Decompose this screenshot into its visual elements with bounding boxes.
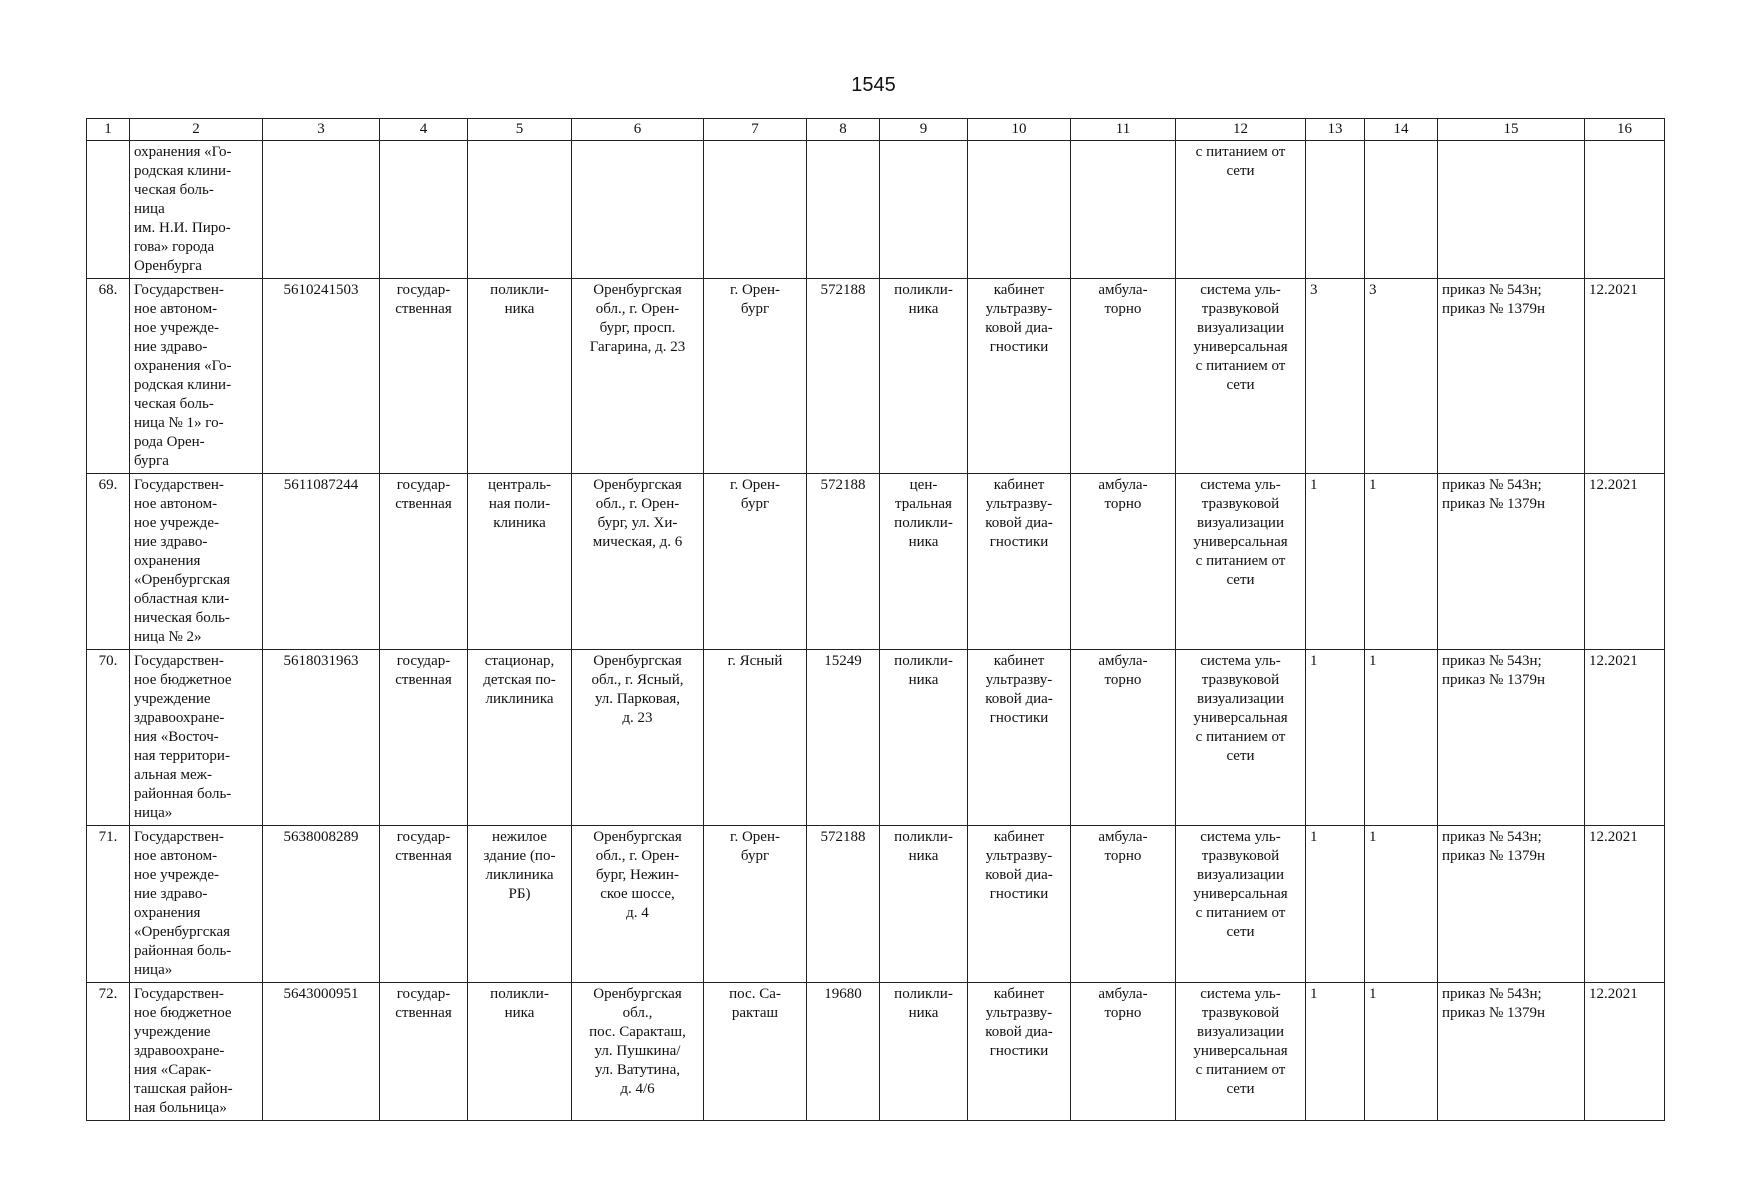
- address-cell: Оренбургская обл., г. Ясный, ул. Парковая, д. 23: [572, 650, 704, 826]
- ownership-cell: государ- ственная: [380, 826, 468, 983]
- quantity-cell: [1306, 141, 1365, 279]
- table-row: [87, 650, 1665, 826]
- mode-cell: амбула- торно: [1071, 474, 1176, 650]
- ownership-cell: государ- ственная: [380, 650, 468, 826]
- ownership-cell: государ- ственная: [380, 474, 468, 650]
- equipment-cell: система уль- тразвуковой визуализации универсальная с питанием от сети: [1176, 650, 1306, 826]
- room-cell: кабинет ультразву- ковой диа- гностики: [968, 474, 1071, 650]
- mode-cell: амбула- торно: [1071, 826, 1176, 983]
- address-cell: [572, 141, 704, 279]
- locality-cell: г. Ясный: [704, 650, 807, 826]
- unit-cell: цен- тральная поликли- ника: [880, 474, 968, 650]
- ownership-cell: [380, 141, 468, 279]
- address-cell: Оренбургская обл., пос. Саракташ, ул. Пушкина/ ул. Ватутина, д. 4/6: [572, 983, 704, 1121]
- column-header: 8: [807, 119, 880, 141]
- table-row: [87, 141, 1665, 279]
- table-row: [87, 279, 1665, 474]
- facility-type-cell: стационар, детская по- ликлиника: [468, 650, 572, 826]
- facility-type-cell: нежилое здание (по- ликлиника РБ): [468, 826, 572, 983]
- room-cell: кабинет ультразву- ковой диа- гностики: [968, 983, 1071, 1121]
- quantity-cell: 1: [1365, 826, 1438, 983]
- row-number: [87, 141, 130, 279]
- column-header: 10: [968, 119, 1071, 141]
- quantity-cell: 1: [1306, 826, 1365, 983]
- quantity-cell: 1: [1365, 474, 1438, 650]
- column-header: 9: [880, 119, 968, 141]
- facility-type-cell: [468, 141, 572, 279]
- date-cell: 12.2021: [1585, 474, 1665, 650]
- column-header: 11: [1071, 119, 1176, 141]
- room-cell: [968, 141, 1071, 279]
- orders-cell: приказ № 543н; приказ № 1379н: [1438, 983, 1585, 1121]
- date-cell: 12.2021: [1585, 983, 1665, 1121]
- institution-name: Государствен- ное бюджетное учреждение здравоохране- ния «Сарак- ташская район- ная больница»: [130, 983, 263, 1121]
- quantity-cell: 1: [1306, 983, 1365, 1121]
- facility-type-cell: поликли- ника: [468, 279, 572, 474]
- population-cell: 15249: [807, 650, 880, 826]
- column-header: 3: [263, 119, 380, 141]
- population-cell: 572188: [807, 826, 880, 983]
- row-number: 70.: [87, 650, 130, 826]
- table-row: [87, 474, 1665, 650]
- unit-cell: поликли- ника: [880, 279, 968, 474]
- locality-cell: пос. Са- ракташ: [704, 983, 807, 1121]
- population-cell: 572188: [807, 279, 880, 474]
- quantity-cell: [1365, 141, 1438, 279]
- orders-cell: приказ № 543н; приказ № 1379н: [1438, 826, 1585, 983]
- ownership-cell: государ- ственная: [380, 279, 468, 474]
- row-number: 69.: [87, 474, 130, 650]
- column-header: 5: [468, 119, 572, 141]
- column-header: 14: [1365, 119, 1438, 141]
- institution-name: Государствен- ное автоном- ное учрежде- ние здраво- охранения «Го- родская клини- ческая боль- ница № 1» го- рода Орен- бурга: [130, 279, 263, 474]
- orders-cell: приказ № 543н; приказ № 1379н: [1438, 279, 1585, 474]
- unit-cell: поликли- ника: [880, 826, 968, 983]
- row-number: 71.: [87, 826, 130, 983]
- date-cell: [1585, 141, 1665, 279]
- inn-cell: 5643000951: [263, 983, 380, 1121]
- institution-name: Государствен- ное автоном- ное учрежде- ние здраво- охранения «Оренбургская областная кли- ническая боль- ница № 2»: [130, 474, 263, 650]
- locality-cell: г. Орен- бург: [704, 826, 807, 983]
- quantity-cell: 3: [1306, 279, 1365, 474]
- mode-cell: амбула- торно: [1071, 279, 1176, 474]
- quantity-cell: 1: [1306, 474, 1365, 650]
- inn-cell: 5611087244: [263, 474, 380, 650]
- date-cell: 12.2021: [1585, 650, 1665, 826]
- unit-cell: поликли- ника: [880, 650, 968, 826]
- header-row: [87, 119, 1665, 141]
- column-header: 6: [572, 119, 704, 141]
- column-header: 1: [87, 119, 130, 141]
- locality-cell: [704, 141, 807, 279]
- inn-cell: 5638008289: [263, 826, 380, 983]
- column-header: 4: [380, 119, 468, 141]
- population-cell: 19680: [807, 983, 880, 1121]
- table-row: [87, 826, 1665, 983]
- page-number: 1545: [851, 74, 896, 96]
- column-header: 15: [1438, 119, 1585, 141]
- table-row: [87, 983, 1665, 1121]
- mode-cell: [1071, 141, 1176, 279]
- date-cell: 12.2021: [1585, 826, 1665, 983]
- inn-cell: 5610241503: [263, 279, 380, 474]
- quantity-cell: 1: [1365, 983, 1438, 1121]
- date-cell: 12.2021: [1585, 279, 1665, 474]
- column-header: 16: [1585, 119, 1665, 141]
- quantity-cell: 1: [1306, 650, 1365, 826]
- population-cell: [807, 141, 880, 279]
- institution-name: Государствен- ное автоном- ное учрежде- ние здраво- охранения «Оренбургская районная боль- ница»: [130, 826, 263, 983]
- address-cell: Оренбургская обл., г. Орен- бург, Нежин- ское шоссе, д. 4: [572, 826, 704, 983]
- mode-cell: амбула- торно: [1071, 983, 1176, 1121]
- quantity-cell: 3: [1365, 279, 1438, 474]
- column-header: 2: [130, 119, 263, 141]
- unit-cell: [880, 141, 968, 279]
- room-cell: кабинет ультразву- ковой диа- гностики: [968, 650, 1071, 826]
- column-header: 12: [1176, 119, 1306, 141]
- institution-name: охранения «Го- родская клини- ческая боль- ница им. Н.И. Пиро- гова» города Оренбурга: [130, 141, 263, 279]
- locality-cell: г. Орен- бург: [704, 474, 807, 650]
- equipment-cell: система уль- тразвуковой визуализации универсальная с питанием от сети: [1176, 474, 1306, 650]
- room-cell: кабинет ультразву- ковой диа- гностики: [968, 826, 1071, 983]
- row-number: 72.: [87, 983, 130, 1121]
- row-number: 68.: [87, 279, 130, 474]
- equipment-cell: с питанием от сети: [1176, 141, 1306, 279]
- quantity-cell: 1: [1365, 650, 1438, 826]
- population-cell: 572188: [807, 474, 880, 650]
- institution-name: Государствен- ное бюджетное учреждение здравоохране- ния «Восточ- ная территори- альная меж- районная боль- ница»: [130, 650, 263, 826]
- inn-cell: 5618031963: [263, 650, 380, 826]
- facility-type-cell: централь- ная поли- клиника: [468, 474, 572, 650]
- orders-cell: приказ № 543н; приказ № 1379н: [1438, 650, 1585, 826]
- facility-type-cell: поликли- ника: [468, 983, 572, 1121]
- orders-cell: приказ № 543н; приказ № 1379н: [1438, 474, 1585, 650]
- locality-cell: г. Орен- бург: [704, 279, 807, 474]
- ownership-cell: государ- ственная: [380, 983, 468, 1121]
- address-cell: Оренбургская обл., г. Орен- бург, просп. Гагарина, д. 23: [572, 279, 704, 474]
- equipment-cell: система уль- тразвуковой визуализации универсальная с питанием от сети: [1176, 983, 1306, 1121]
- address-cell: Оренбургская обл., г. Орен- бург, ул. Хи- мическая, д. 6: [572, 474, 704, 650]
- inn-cell: [263, 141, 380, 279]
- mode-cell: амбула- торно: [1071, 650, 1176, 826]
- equipment-cell: система уль- тразвуковой визуализации универсальная с питанием от сети: [1176, 279, 1306, 474]
- equipment-table: [86, 118, 1665, 1121]
- orders-cell: [1438, 141, 1585, 279]
- column-header: 13: [1306, 119, 1365, 141]
- equipment-cell: система уль- тразвуковой визуализации универсальная с питанием от сети: [1176, 826, 1306, 983]
- unit-cell: поликли- ника: [880, 983, 968, 1121]
- column-header: 7: [704, 119, 807, 141]
- room-cell: кабинет ультразву- ковой диа- гностики: [968, 279, 1071, 474]
